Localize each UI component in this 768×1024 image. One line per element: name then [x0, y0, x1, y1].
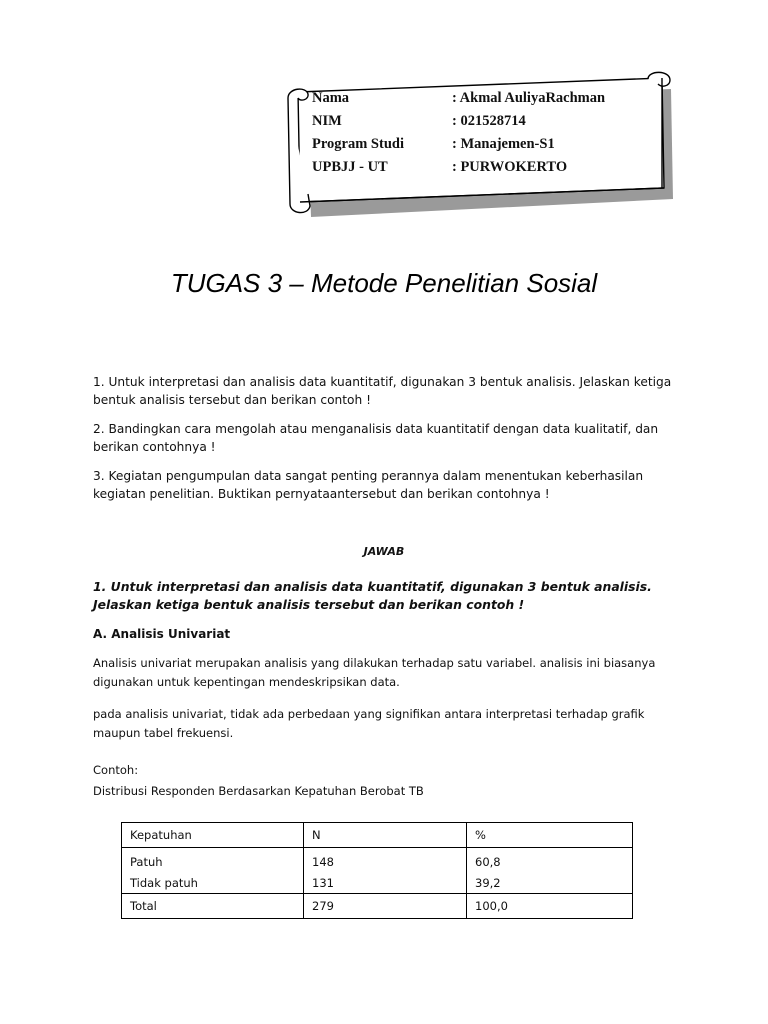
answer-heading: JAWAB — [363, 545, 405, 558]
table-caption: Distribusi Responden Berdasarkan Kepatuhan Berobat TB — [93, 784, 424, 798]
question-3: 3. Kegiatan pengumpulan data sangat penting perannya dalam menentukan keberhasilan kegiatan penelitian. Buktikan pernyataantersebut dan berikan contohnya ! — [93, 469, 644, 501]
table-cell: 60,8 — [467, 848, 633, 873]
table-cell: 279 — [304, 894, 467, 919]
id-value: : 021528714 — [452, 113, 526, 129]
table-cell: 100,0 — [467, 894, 633, 919]
document-title: TUGAS 3 – Metode Penelitian Sosial — [170, 268, 598, 298]
id-row-program-studi — [312, 136, 605, 159]
question-2: 2. Bandingkan cara mengolah atau menganalisis data kuantitatif dengan data kualitatif, dan berikan contohnya ! — [93, 422, 659, 454]
student-id-table — [312, 90, 605, 182]
table-row — [122, 872, 633, 894]
table-cell: 131 — [304, 872, 467, 894]
table-cell: Tidak patuh — [122, 872, 304, 894]
frequency-table — [121, 822, 633, 919]
question-1: 1. Untuk interpretasi dan analisis data kuantitatif, digunakan 3 bentuk analisis. Jelaskan ketiga bentuk analisis tersebut dan berikan contoh ! — [93, 375, 672, 407]
id-value: : Akmal AuliyaRachman — [452, 90, 606, 106]
univariate-paragraph-1: Analisis univariat merupakan analisis yang dilakukan terhadap satu variabel. analisis ini biasanya digunakan untuk kepentingan mendeskripsikan data. — [93, 656, 656, 689]
table-cell: 39,2 — [467, 872, 633, 894]
id-label: Program Studi — [312, 136, 404, 152]
id-label: UPBJJ - UT — [312, 159, 388, 175]
example-label: Contoh: — [93, 763, 139, 777]
table-total-row — [122, 894, 633, 919]
id-row-upbjj — [312, 159, 605, 182]
table-header-cell: N — [304, 823, 467, 848]
id-label: NIM — [312, 113, 342, 129]
table-cell: Patuh — [122, 848, 304, 873]
univariate-paragraph-2: pada analisis univariat, tidak ada perbedaan yang signifikan antara interpretasi terhadap grafik maupun tabel frekuensi. — [93, 707, 645, 740]
id-row-nama — [312, 90, 605, 113]
id-value: : Manajemen-S1 — [452, 136, 555, 152]
table-row — [122, 848, 633, 873]
id-label: Nama — [312, 90, 350, 106]
section-a-heading: A. Analisis Univariat — [93, 627, 231, 641]
table-header-row — [122, 823, 633, 848]
table-header-cell: % — [467, 823, 633, 848]
table-cell: Total — [122, 894, 304, 919]
table-cell: 148 — [304, 848, 467, 873]
answer-question-1: 1. Untuk interpretasi dan analisis data kuantitatif, digunakan 3 bentuk analisis. Jelaskan ketiga bentuk analisis tersebut dan berikan contoh ! — [93, 579, 652, 612]
id-row-nim — [312, 113, 605, 136]
id-value: : PURWOKERTO — [452, 159, 568, 175]
table-header-cell: Kepatuhan — [122, 823, 304, 848]
student-id-scroll — [278, 70, 678, 230]
